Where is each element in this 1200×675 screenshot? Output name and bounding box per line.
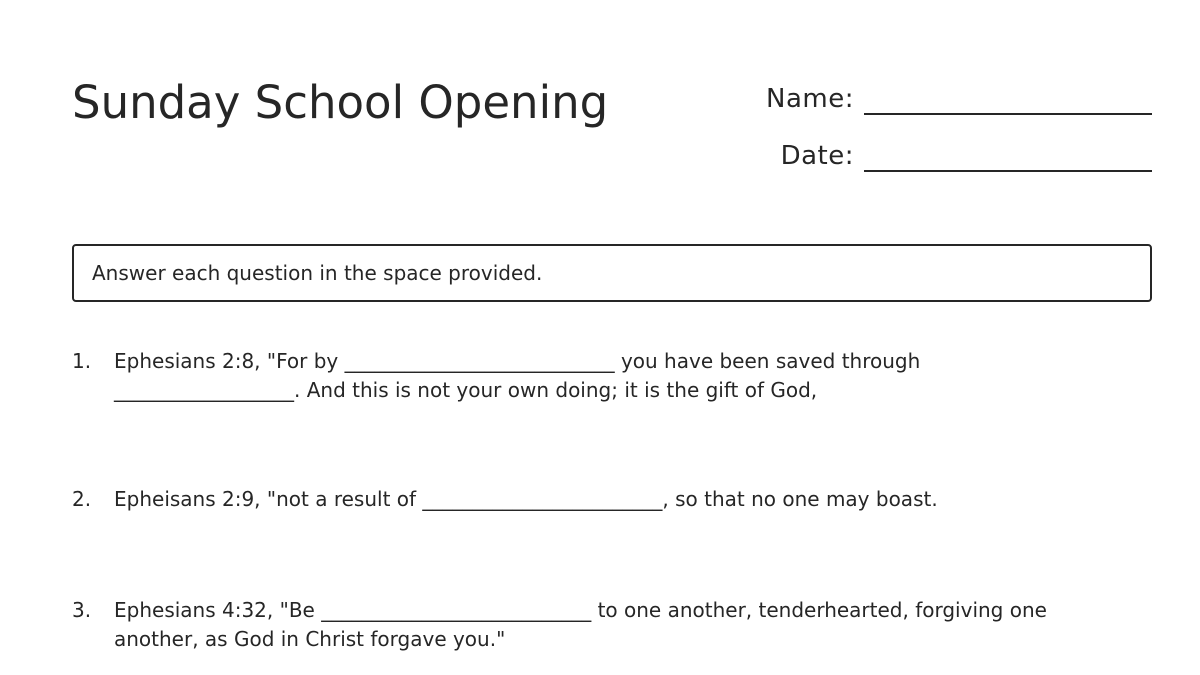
question-text: Epheisans 2:9, "not a result of ________________________, so that no one may boast. [114,487,938,511]
question-number: 3. [72,598,92,622]
question-item [72,347,1112,405]
question-item [72,596,1112,654]
question-text: Ephesians 2:8, "For by ___________________________ you have been saved through __________________. And this is not your own doing; it is the gift of God, [114,349,921,402]
date-blank-line[interactable] [864,170,1152,172]
name-row [766,77,1152,117]
name-blank-line[interactable] [864,113,1152,115]
question-text: Ephesians 4:32, "Be ___________________________ to one another, tenderhearted, forgiving one another, as God in Christ forgave you." [114,598,1047,651]
date-label: Date: [780,141,854,171]
date-row [781,134,1152,174]
instructions-box: Answer each question in the space provided. [72,244,1152,302]
page-title: Sunday School Opening [72,76,609,129]
question-number: 1. [72,349,92,373]
question-number: 2. [72,487,92,511]
name-label: Name: [766,84,854,114]
question-item [72,485,1112,514]
